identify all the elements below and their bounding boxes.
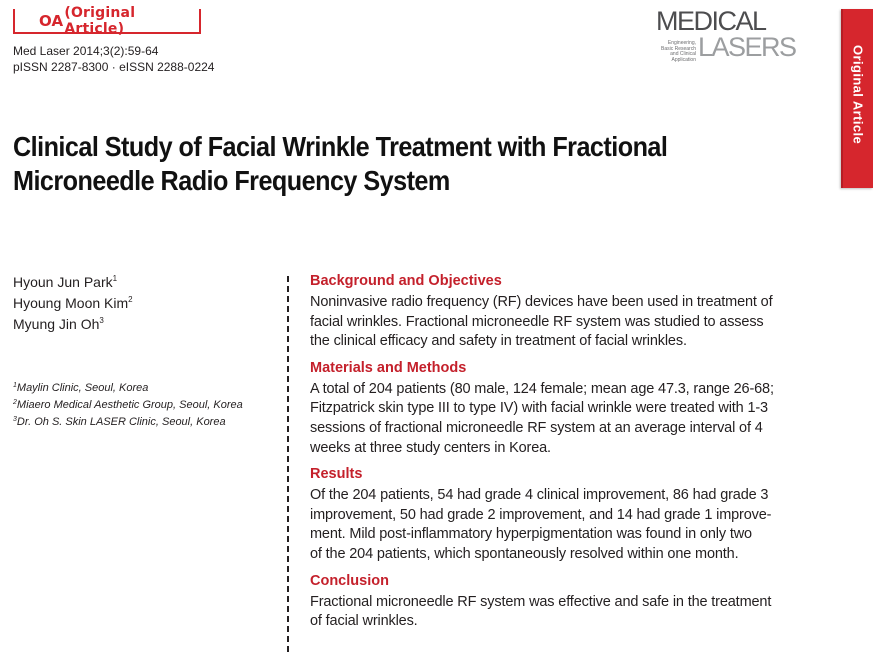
logo-tagline (650, 41, 696, 63)
author-affiliation-mark: 1 (112, 274, 118, 283)
abstract-line: A total of 204 patients (80 male, 124 female; mean age 47.3, range 26-68; (310, 380, 774, 397)
abstract-section-heading: Results (310, 466, 363, 483)
affiliation-text: Dr. Oh S. Skin LASER Clinic, Seoul, Korea (16, 416, 226, 428)
abstract-line: ment. Mild post-inflammatory hyperpigmentation was found in only two (310, 526, 752, 543)
abstract-line: of the 204 patients, which spontaneously resolved within one month. (310, 545, 739, 562)
affiliation-mark: 3 (13, 416, 17, 423)
logo-tagline-line: Engineering, (667, 40, 696, 46)
abstract-line: facial wrinkles. Fractional microneedle RF system was studied to assess (310, 313, 764, 330)
abstract-section-body (310, 293, 802, 352)
abstract-line: improvement, 50 had grade 2 improvement, and 14 had grade 1 improve- (310, 506, 772, 523)
affiliation (13, 414, 243, 431)
affiliation-text: Maylin Clinic, Seoul, Korea (16, 382, 149, 394)
journal-issn: pISSN 2287-8300 · eISSN 2288-0224 (13, 60, 215, 74)
abstract (310, 272, 802, 639)
journal-meta (13, 43, 214, 75)
affiliation-mark: 1 (13, 382, 17, 389)
abstract-section-heading: Materials and Methods (310, 359, 467, 376)
open-access-badge (13, 4, 201, 37)
abstract-line: Fitzpatrick skin type III to type IV) with facial wrinkle were treated with 1-3 (310, 400, 768, 417)
abstract-line: of facial wrinkles. (310, 613, 418, 630)
logo-tagline-line: and Clinical Application (670, 51, 696, 63)
title-line: Clinical Study of Facial Wrinkle Treatment with Fractional (13, 131, 668, 162)
affiliation-text: Miaero Medical Aesthetic Group, Seoul, Korea (16, 399, 243, 411)
title-line: Microneedle Radio Frequency System (13, 165, 450, 196)
author-name: Hyoung Moon Kim (13, 295, 129, 311)
abstract-line: weeks at three study centers in Korea. (310, 439, 551, 456)
affiliation (13, 380, 243, 397)
logo-tagline-line: Basic Research (660, 45, 696, 52)
abstract-section-heading: Background and Objectives (310, 273, 502, 289)
author-list (13, 272, 133, 335)
article-type-label: (Original Article) (64, 4, 136, 37)
author (13, 314, 133, 335)
journal-citation: Med Laser 2014;3(2):59-64 (13, 44, 159, 58)
original-article-side-tab (841, 9, 873, 188)
abstract-section-body (310, 380, 802, 458)
author-name: Hyoun Jun Park (13, 274, 113, 290)
abstract-section-heading: Conclusion (310, 572, 389, 589)
logo-word-medical: MEDICAL (656, 6, 766, 36)
column-divider (287, 276, 289, 652)
abstract-line: sessions of fractional microneedle RF system at an average interval of 4 (310, 419, 763, 436)
author (13, 293, 133, 314)
abstract-section-body (310, 486, 802, 564)
side-tab-label: Original Article (850, 45, 866, 145)
affiliation-list (13, 380, 243, 431)
abstract-section-body (310, 593, 802, 632)
author-name: Myung Jin Oh (13, 316, 100, 332)
affiliation (13, 397, 243, 414)
author-affiliation-mark: 2 (128, 295, 133, 304)
open-access-label: OA (39, 11, 64, 30)
affiliation-mark: 2 (13, 399, 17, 406)
journal-logo (650, 6, 810, 64)
abstract-line: the clinical efficacy and safety in treatment of facial wrinkles. (310, 333, 687, 350)
author (13, 272, 133, 293)
abstract-line: Noninvasive radio frequency (RF) devices have been used in treatment of (310, 294, 773, 310)
logo-word-lasers: LASERS (698, 32, 796, 62)
author-affiliation-mark: 3 (99, 316, 104, 325)
article-title (13, 130, 733, 198)
abstract-line: Fractional microneedle RF system was effective and safe in the treatment (310, 593, 772, 610)
abstract-line: Of the 204 patients, 54 had grade 4 clinical improvement, 86 had grade 3 (310, 487, 769, 504)
